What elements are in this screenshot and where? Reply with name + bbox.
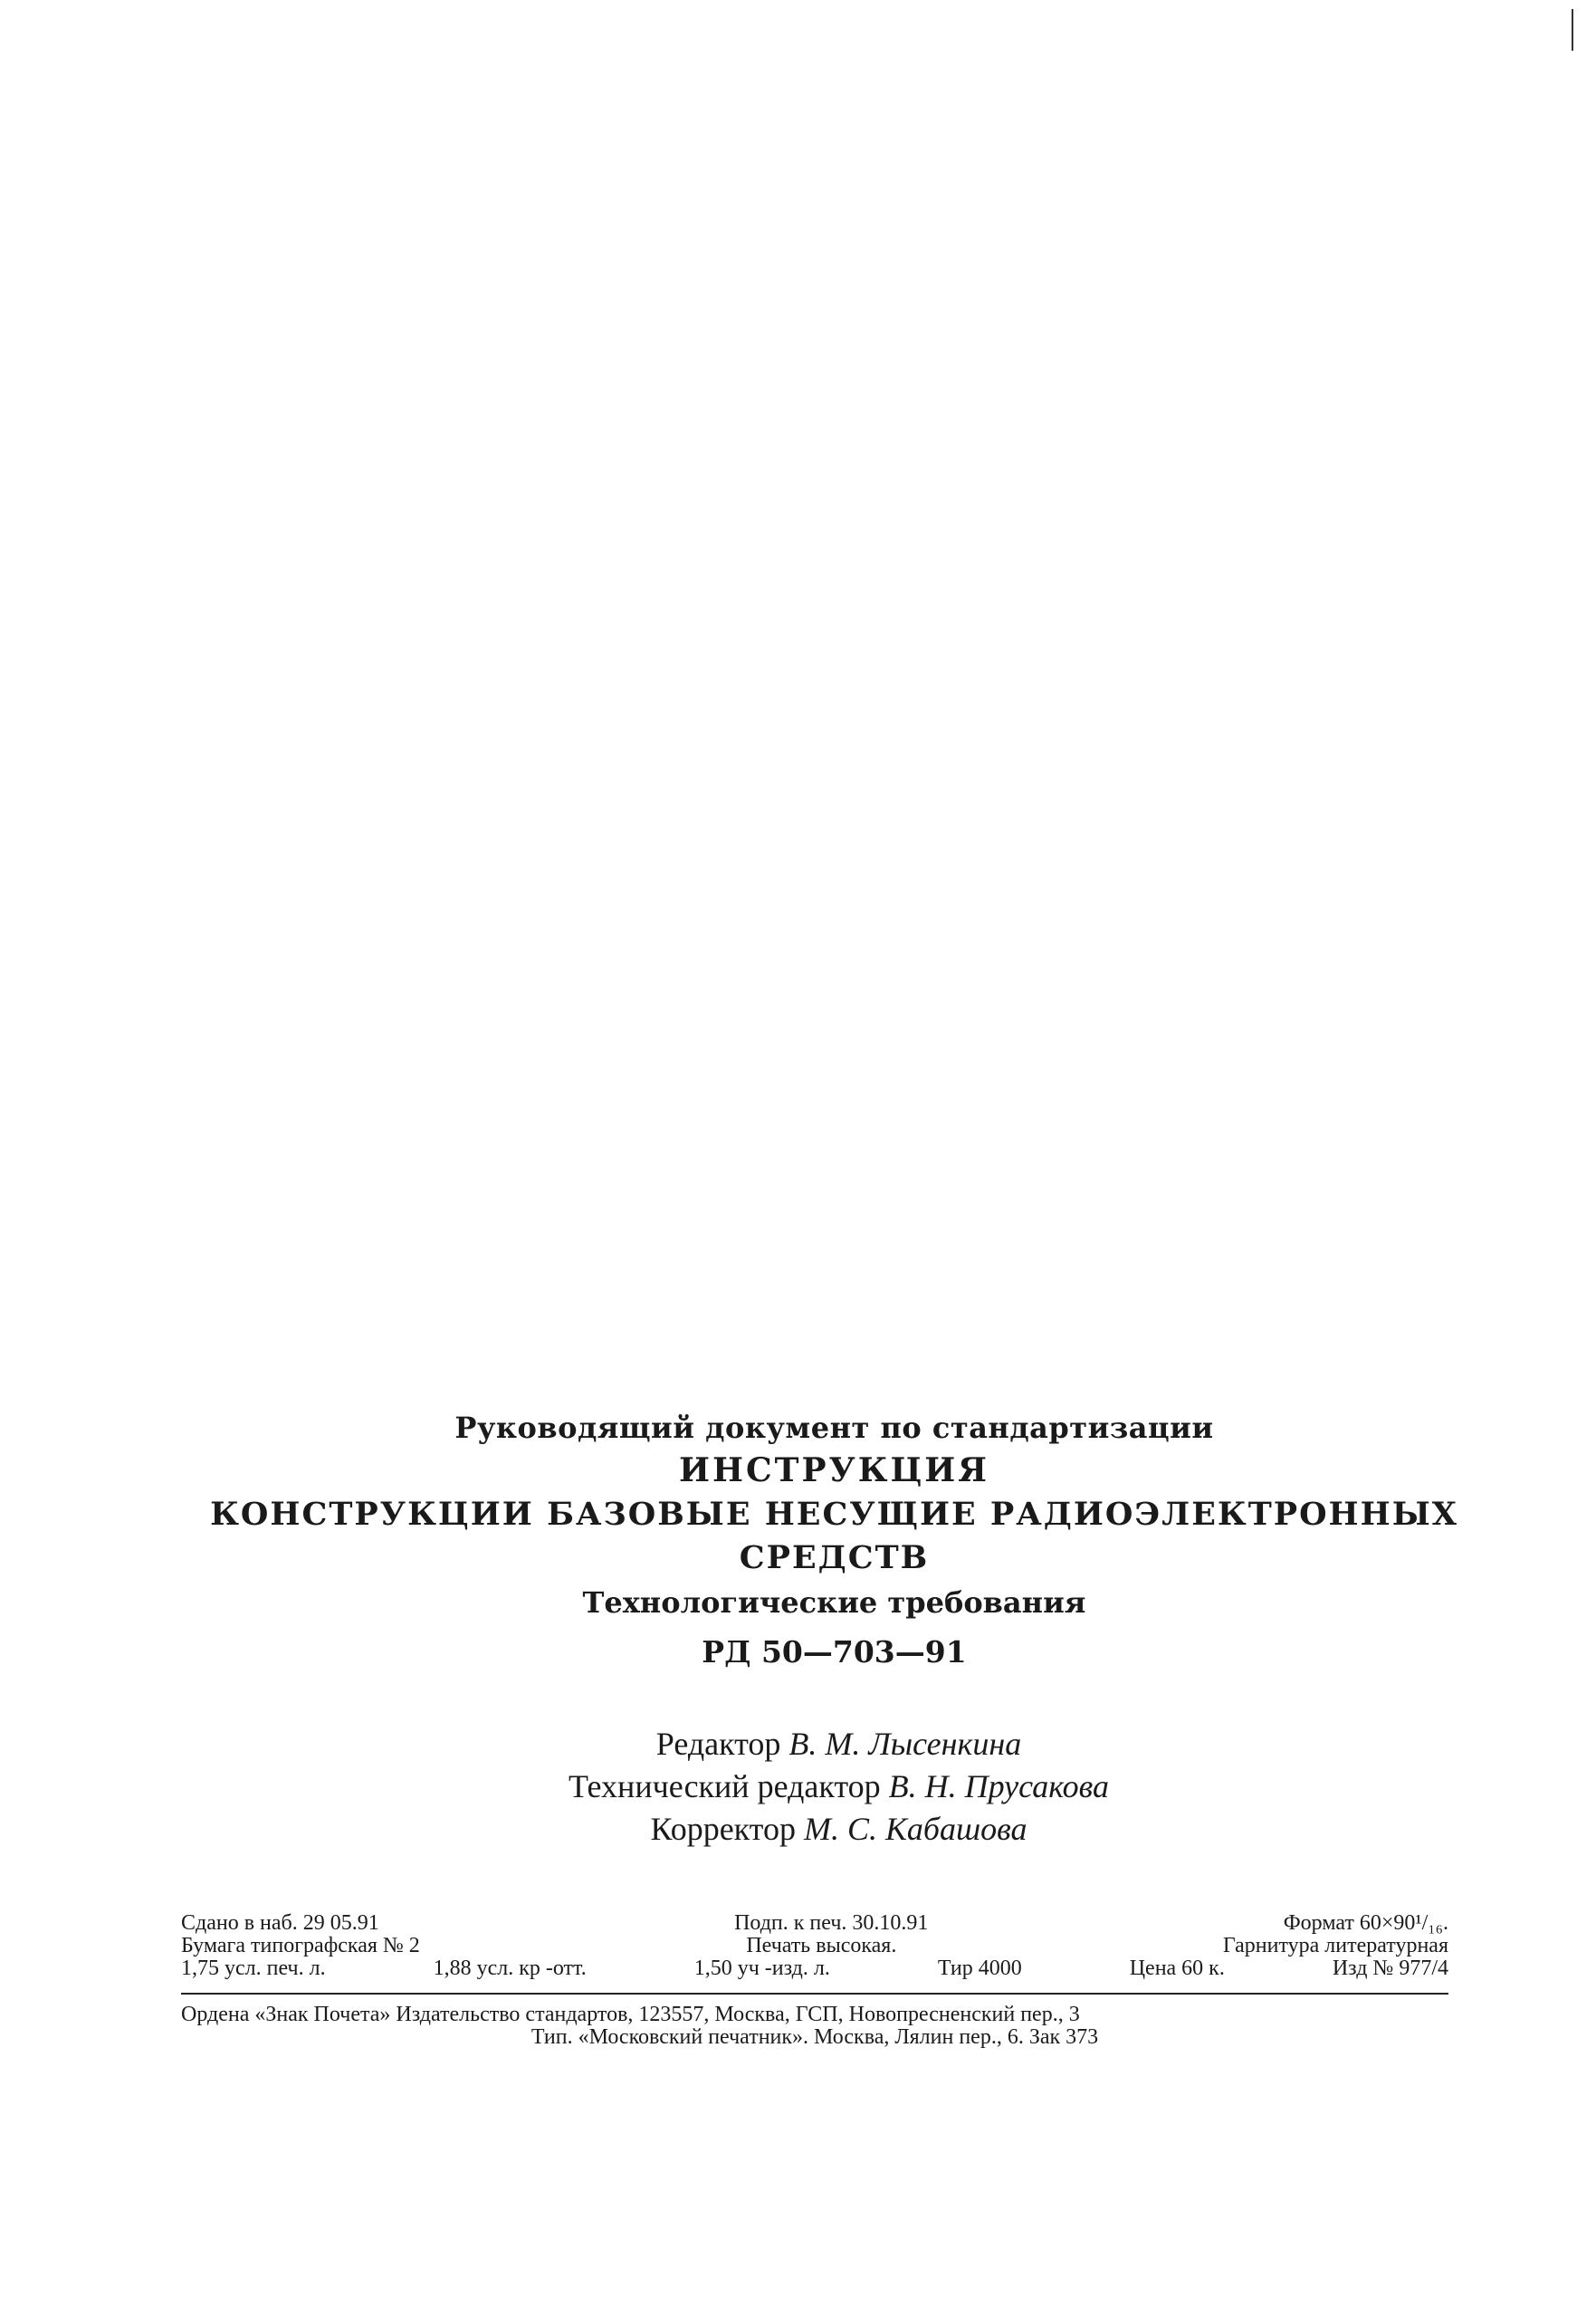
imprint-typeset-date: Сдано в наб. 29 05.91 xyxy=(181,1911,379,1935)
tech-editor-line xyxy=(81,1765,1596,1808)
printer-line: Тип. «Московский печатник». Москва, Лялин пер., 6. Зак 373 xyxy=(530,2025,1099,2049)
document-series: Руководящий документ по стандартизации xyxy=(454,1411,1214,1445)
imprint-pub-sheets: 1,50 уч -изд. л. xyxy=(693,1957,830,1980)
imprint-print-sheets: 1,75 усл. печ. л. xyxy=(181,1957,326,1980)
editor-role: Редактор xyxy=(655,1726,781,1762)
tech-editor-name: В. Н. Прусакова xyxy=(888,1768,1110,1804)
document-subtitle: Технологические требования xyxy=(582,1585,1086,1620)
corrector-role: Корректор xyxy=(650,1811,796,1847)
document-name-line-2: СРЕДСТВ xyxy=(739,1539,930,1576)
imprint-color-prints: 1,88 усл. кр -отт. xyxy=(433,1957,587,1980)
corrector-line xyxy=(81,1808,1596,1851)
document-code: РД 50—703—91 xyxy=(702,1634,967,1670)
imprint xyxy=(181,1912,1448,2049)
imprint-row-2 xyxy=(181,1935,1448,1957)
imprint-price: Цена 60 к. xyxy=(1129,1957,1225,1980)
tech-editor-role: Технический редактор xyxy=(568,1768,881,1804)
imprint-signed-date: Подп. к печ. 30.10.91 xyxy=(734,1911,929,1935)
editor-line xyxy=(81,1723,1596,1765)
imprint-printing: Печать высокая. xyxy=(746,1934,897,1957)
imprint-typeface: Гарнитура литературная xyxy=(1222,1934,1448,1957)
imprint-row-1 xyxy=(181,1912,1448,1935)
document-name-line-1: КОНСТРУКЦИИ БАЗОВЫЕ НЕСУЩИЕ РАДИОЭЛЕКТРОННЫХ xyxy=(210,1496,1458,1533)
imprint-paper: Бумага типографская № 2 xyxy=(181,1934,420,1957)
imprint-edition-number: Изд № 977/4 xyxy=(1332,1957,1448,1980)
publisher-line: Ордена «Знак Почета» Издательство стандартов, 123557, Москва, ГСП, Новопресненский пер., 3 xyxy=(181,2003,1080,2026)
imprint-row-3 xyxy=(181,1957,1448,1980)
title-block xyxy=(0,1408,1596,1676)
corrector-name: М. С. Кабашова xyxy=(803,1811,1027,1847)
imprint-divider xyxy=(181,1993,1448,1995)
document-kind: ИНСТРУКЦИЯ xyxy=(678,1451,990,1489)
imprint-circulation: Тир 4000 xyxy=(937,1957,1022,1980)
margin-mark xyxy=(1572,9,1573,51)
credits xyxy=(0,1723,1596,1851)
imprint-format: Формат 60×90¹/₁₆. xyxy=(1283,1911,1448,1935)
editor-name: В. М. Лысенкина xyxy=(788,1726,1022,1762)
